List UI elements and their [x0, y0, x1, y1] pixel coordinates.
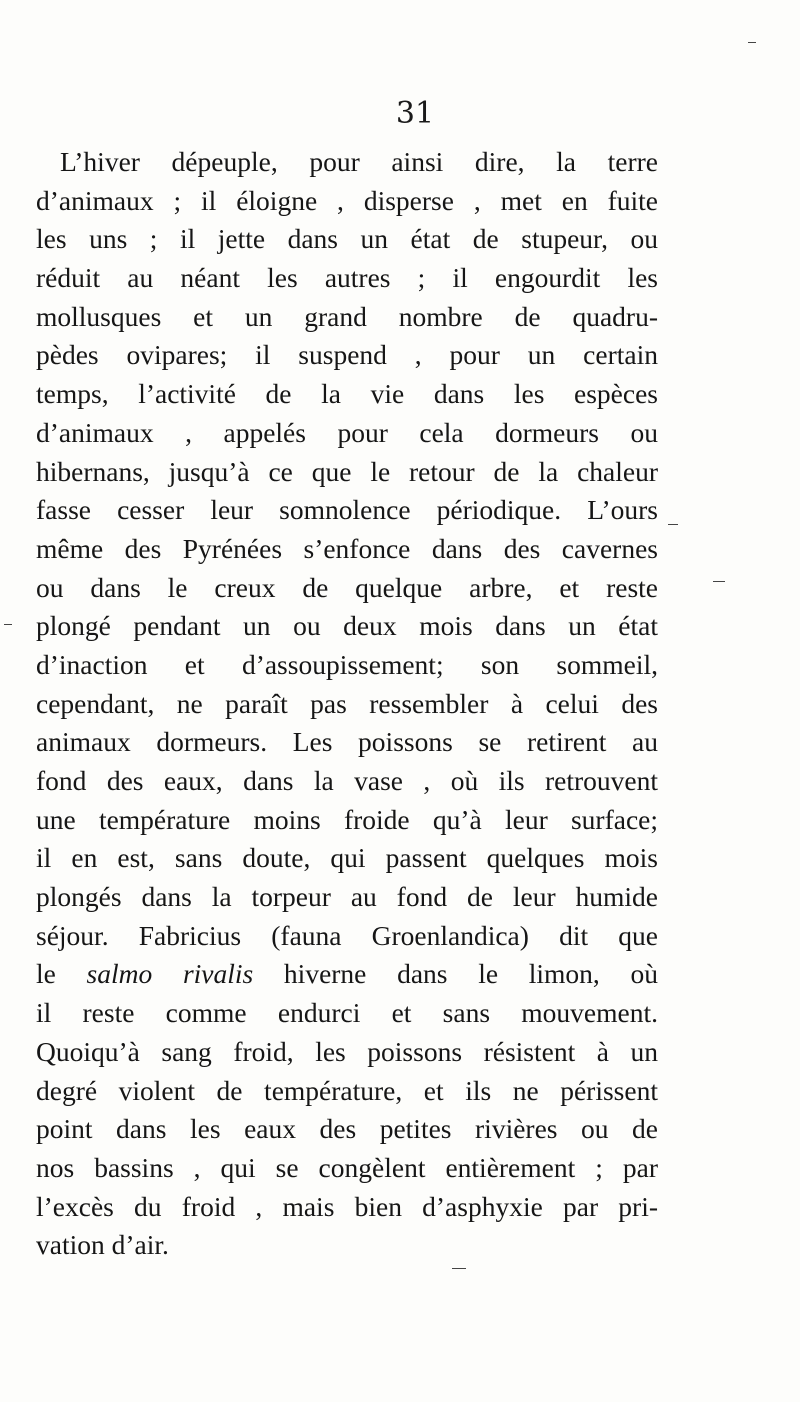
text-line: degré violent de température, et ils ne périssent	[36, 1074, 658, 1106]
text-segment: hiverne dans le limon, où	[253, 958, 658, 990]
text-line: plongé pendant un ou deux mois dans un état	[36, 610, 658, 642]
text-line: d’animaux ; il éloigne , disperse , met en fuite	[36, 184, 658, 216]
text-line: d’animaux , appelés pour cela dormeurs ou	[36, 416, 658, 448]
text-line: fasse cesser leur somnolence périodique. L’ours	[36, 494, 658, 526]
text-line: même des Pyrénées s’enfonce dans des cavernes	[36, 532, 658, 564]
text-line: il reste comme endurci et sans mouvement.	[36, 997, 658, 1029]
margin-mark	[748, 42, 756, 43]
text-line: l’excès du froid , mais bien d’asphyxie par pri-	[36, 1190, 658, 1222]
text-line: mollusques et un grand nombre de quadru-	[36, 300, 658, 332]
text-line: d’inaction et d’assoupissement; son sommeil,	[36, 648, 658, 680]
margin-mark	[452, 1268, 466, 1269]
text-line: séjour. Fabricius (fauna Groenlandica) dit que	[36, 919, 658, 951]
text-line-with-italic	[36, 955, 658, 994]
body-text	[36, 143, 658, 1265]
text-line: les uns ; il jette dans un état de stupeur, ou	[36, 223, 658, 255]
italic-species-name: salmo rivalis	[86, 958, 254, 990]
text-line-last: vation d’air.	[36, 1229, 169, 1261]
text-line: plongés dans la torpeur au fond de leur humide	[36, 881, 658, 913]
text-line: cependant, ne paraît pas ressembler à celui des	[36, 687, 658, 719]
text-line: réduit au néant les autres ; il engourdit les	[36, 262, 658, 294]
text-line: pèdes ovipares; il suspend , pour un certain	[36, 339, 658, 371]
text-segment: le	[36, 958, 87, 990]
margin-mark	[4, 624, 12, 625]
text-line: L’hiver dépeuple, pour ainsi dire, la terre	[60, 146, 658, 177]
text-line: nos bassins , qui se congèlent entièrement ; par	[36, 1151, 658, 1183]
margin-mark	[713, 581, 725, 582]
text-line: il en est, sans doute, qui passent quelques mois	[36, 842, 658, 874]
text-line: hibernans, jusqu’à ce que le retour de la chaleur	[36, 455, 658, 487]
page-number: 31	[395, 96, 435, 131]
text-line: animaux dormeurs. Les poissons se retirent au	[36, 726, 658, 758]
text-line: ou dans le creux de quelque arbre, et reste	[36, 571, 658, 603]
text-line: une température moins froide qu’à leur surface;	[36, 803, 658, 835]
text-line: point dans les eaux des petites rivières ou de	[36, 1113, 658, 1145]
text-line: fond des eaux, dans la vase , où ils retrouvent	[36, 765, 658, 796]
margin-mark	[668, 524, 678, 525]
text-line: Quoiqu’à sang froid, les poissons résistent à un	[36, 1035, 658, 1067]
text-line: temps, l’activité de la vie dans les espèces	[36, 378, 658, 410]
